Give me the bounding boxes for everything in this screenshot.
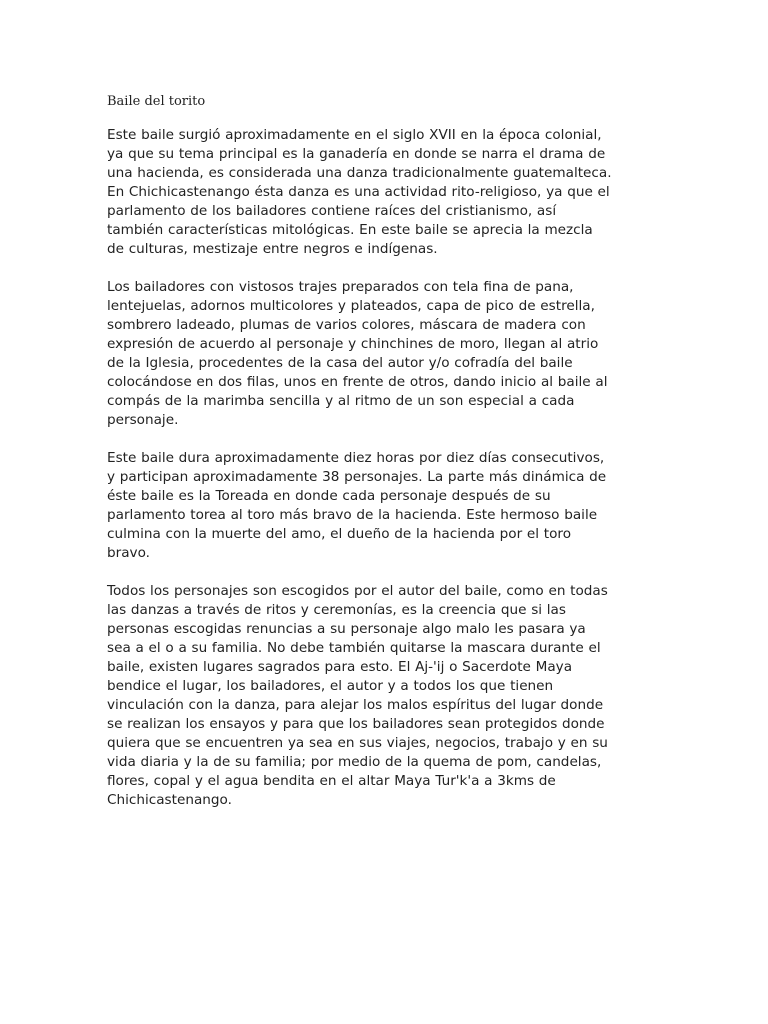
text-line: Este baile surgió aproximadamente en el siglo XVII en la época colonial,	[107, 127, 602, 143]
text-line: de la Iglesia, procedentes de la casa del autor y/o cofradía del baile	[107, 355, 573, 371]
text-line: de culturas, mestizaje entre negros e indígenas.	[107, 241, 438, 257]
text-line: En Chichicastenango ésta danza es una actividad rito-religioso, ya que el	[107, 184, 610, 200]
text-line: también características mitológicas. En este baile se aprecia la mezcla	[107, 222, 593, 238]
text-line: una hacienda, es considerada una danza tradicionalmente guatemalteca.	[107, 165, 612, 181]
text-line: Los bailadores con vistosos trajes preparados con tela fina de pana,	[107, 279, 574, 295]
text-line: flores, copal y el agua bendita en el altar Maya Tur'k'a a 3kms de	[107, 773, 556, 789]
text-line: las danzas a través de ritos y ceremonías, es la creencia que si las	[107, 602, 566, 618]
text-line: bendice el lugar, los bailadores, el autor y a todos los que tienen	[107, 678, 554, 694]
text-line: Chichicastenango.	[107, 792, 232, 808]
text-line: parlamento de los bailadores contiene raíces del cristianismo, así	[107, 203, 557, 219]
paragraph-costumes	[107, 278, 668, 430]
text-line: vinculación con la danza, para alejar los malos espíritus del lugar donde	[107, 697, 604, 713]
text-line: ya que su tema principal es la ganadería en donde se narra el drama de	[107, 146, 606, 162]
text-line: y participan aproximadamente 38 personajes. La parte más dinámica de	[107, 469, 607, 485]
text-line: se realizan los ensayos y para que los bailadores sean protegidos donde	[107, 716, 605, 732]
text-line: personas escogidas renuncias a su personaje algo malo les pasara ya	[107, 621, 586, 637]
text-line: baile, existen lugares sagrados para esto. El Aj-'ij o Sacerdote Maya	[107, 659, 573, 675]
text-line: Todos los personajes son escogidos por el autor del baile, como en todas	[107, 583, 608, 599]
text-line: Este baile dura aproximadamente diez horas por diez días consecutivos,	[107, 450, 605, 466]
text-line: bravo.	[107, 545, 150, 561]
text-line: éste baile es la Toreada en donde cada personaje después de su	[107, 488, 551, 504]
text-line: personaje.	[107, 412, 179, 428]
paragraph-characters	[107, 582, 668, 810]
paragraph-origin	[107, 126, 668, 259]
text-line: expresión de acuerdo al personaje y chinchines de moro, llegan al atrio	[107, 336, 599, 352]
paragraph-duration	[107, 449, 668, 563]
text-line: lentejuelas, adornos multicolores y plateados, capa de pico de estrella,	[107, 298, 595, 314]
text-line: sombrero ladeado, plumas de varios colores, máscara de madera con	[107, 317, 586, 333]
text-line: sea a el o a su familia. No debe también quitarse la mascara durante el	[107, 640, 601, 656]
text-line: colocándose en dos filas, unos en frente de otros, dando inicio al baile al	[107, 374, 608, 390]
text-line: compás de la marimba sencilla y al ritmo de un son especial a cada	[107, 393, 575, 409]
text-line: quiera que se encuentren ya sea en sus viajes, negocios, trabajo y en su	[107, 735, 608, 751]
text-line: parlamento torea al toro más bravo de la hacienda. Este hermoso baile	[107, 507, 598, 523]
text-line: vida diaria y la de su familia; por medio de la quema de pom, candelas,	[107, 754, 602, 770]
document-title: Baile del torito	[107, 94, 206, 109]
text-line: culmina con la muerte del amo, el dueño de la hacienda por el toro	[107, 526, 572, 542]
